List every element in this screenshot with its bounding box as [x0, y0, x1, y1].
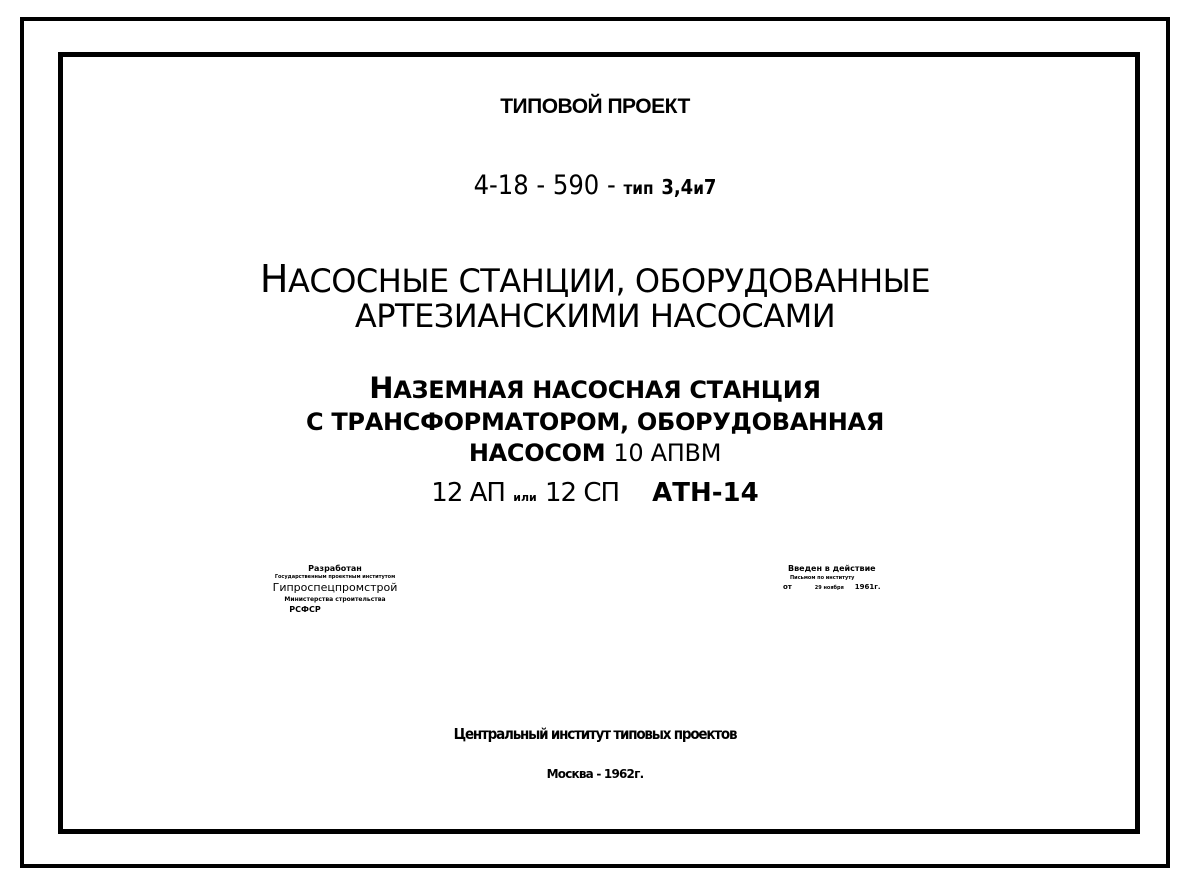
project-number: [0, 170, 1190, 201]
project-type-values: 3,4: [661, 175, 694, 199]
sub-title-initial: Н: [369, 371, 394, 405]
main-title-rest: АСОСНЫЕ СТАНЦИИ, ОБОРУДОВАННЫЕ: [287, 262, 931, 300]
main-title-line1: [0, 257, 1190, 301]
pump-models-line: [0, 478, 1190, 508]
project-last-value: 7: [703, 175, 717, 199]
developer-line5: РСФСР: [289, 605, 321, 614]
main-title-initial: Н: [259, 257, 288, 301]
enacted-year: 1961г.: [854, 583, 881, 591]
sub-title-line1: [0, 371, 1190, 405]
publisher-institute: Центральный институт типовых проектов: [453, 725, 737, 743]
developer-line1: Разработан: [308, 564, 362, 573]
document-type-label: ТИПОВОЙ ПРОЕКТ: [500, 95, 690, 118]
enacted-from: от: [783, 583, 792, 591]
pump-model-2: 12 СП: [544, 478, 620, 508]
sub-title-line3: [0, 439, 1190, 467]
main-title-line2: АРТЕЗИАНСКИМИ НАСОСАМИ: [354, 297, 836, 335]
pump-model-3: АТН-14: [652, 478, 759, 508]
sub-title-rest: АЗЕМНАЯ НАСОСНАЯ СТАНЦИЯ: [393, 376, 821, 404]
project-code: 4-18 - 590 -: [473, 170, 616, 201]
enacted-line2: Письмом по институту: [790, 575, 855, 581]
enacted-date-line: [770, 582, 940, 593]
sub-title-model: 10 АПВМ: [613, 439, 722, 467]
pump-or-word: или: [513, 491, 537, 504]
project-type-word: тип: [623, 179, 654, 199]
enacted-line1: Введен в действие: [788, 564, 876, 573]
sub-title-line2: С ТРАНСФОРМАТОРОМ, ОБОРУДОВАННАЯ: [305, 408, 885, 436]
developer-line4: Министерства строительства: [284, 596, 386, 603]
enactment-block: [770, 564, 940, 593]
sub-title-word: НАСОСОМ: [468, 439, 606, 467]
project-and-word: и: [693, 179, 704, 199]
developer-line3: Гипроспецпромстрой: [272, 581, 398, 594]
pump-model-1: 12 АП: [431, 478, 505, 508]
developer-block: [230, 564, 440, 615]
enacted-date: 29 ноября: [814, 585, 844, 591]
developer-line2: Государственным проектным институтом: [274, 574, 396, 580]
publication-place-year: Москва - 1962г.: [546, 767, 644, 781]
